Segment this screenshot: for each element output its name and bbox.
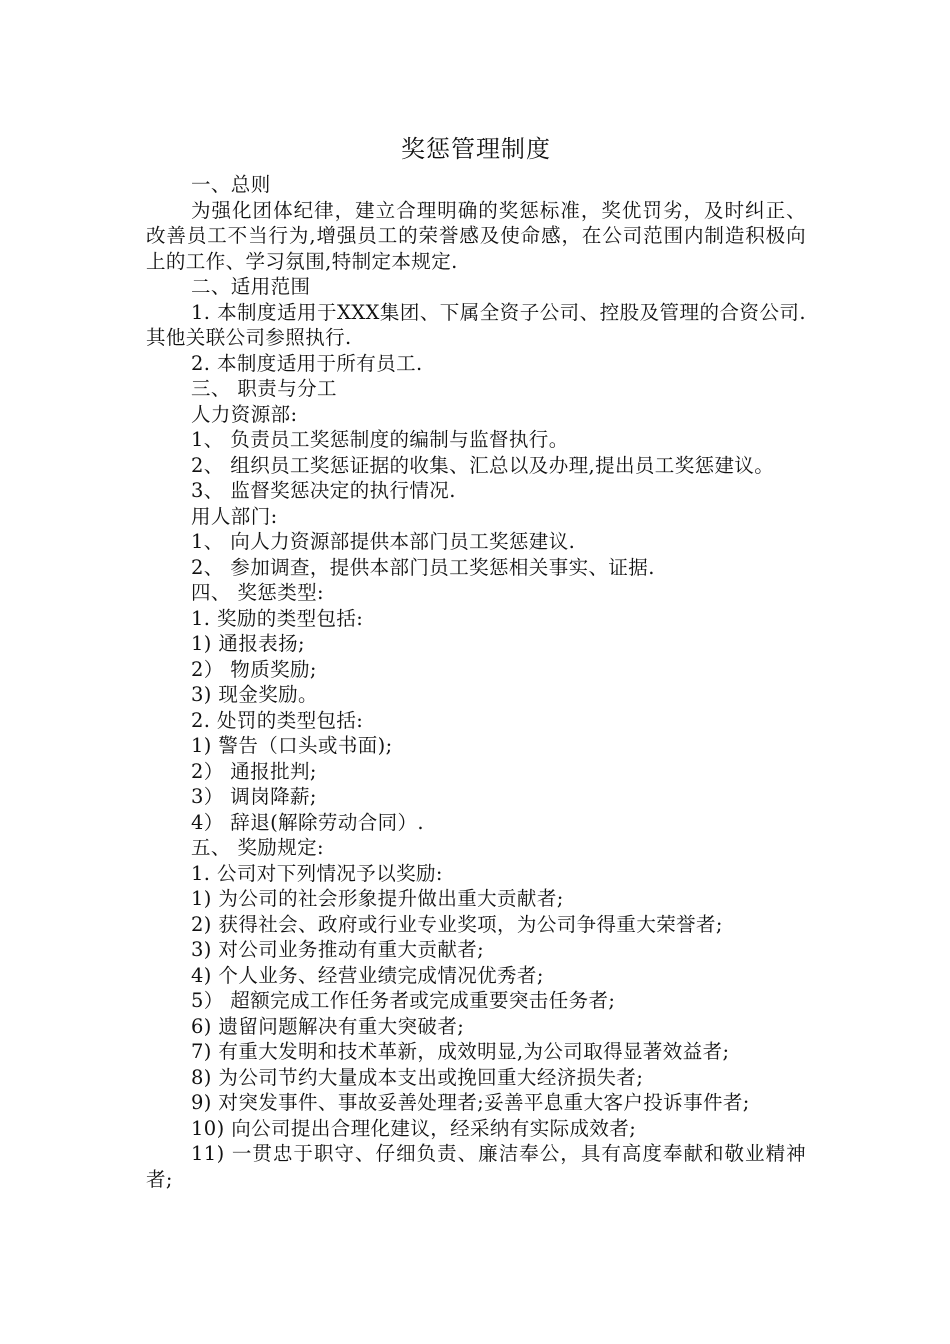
list-item: 10) 向公司提出合理化建议，经采纳有实际成效者;	[191, 1116, 637, 1140]
list-item: 2) 获得社会、政府或行业专业奖项，为公司争得重大荣誉者;	[191, 912, 723, 936]
list-item: 5） 超额完成工作任务者或完成重要突击任务者;	[191, 989, 616, 1012]
list-item: 2、 组织员工奖惩证据的收集、汇总以及办理,提出员工奖惩建议。	[191, 453, 775, 477]
paragraph: 为强化团体纪律，建立合理明确的奖惩标准，奖优罚劣，及时纠正、改善员工不当行为,增强员工的荣誉感及使命感，在公司范围内制造积极向上的工作、学习氛围,特制定本规定.	[146, 198, 806, 273]
list-item: 1) 为公司的社会形象提升做出重大贡献者;	[191, 887, 564, 910]
list-item: 2） 通报批判;	[191, 759, 317, 783]
subsection-heading: 用人部门:	[191, 504, 278, 528]
section-heading-types: 四、 奖惩类型:	[191, 581, 324, 604]
document-page	[146, 132, 806, 1192]
list-item: 3、 监督奖惩决定的执行情况.	[191, 479, 456, 502]
list-item: 2、 参加调查，提供本部门员工奖惩相关事实、证据.	[191, 555, 655, 579]
document-body	[146, 172, 806, 1192]
list-item: 4) 个人业务、经营业绩完成情况优秀者;	[191, 963, 544, 987]
list-item: 2. 本制度适用于所有员工.	[191, 351, 423, 375]
list-item: 1. 公司对下列情况予以奖励:	[191, 861, 443, 885]
section-heading-scope: 二、适用范围	[191, 275, 311, 298]
list-item: 6) 遗留问题解决有重大突破者;	[191, 1014, 465, 1038]
list-item: 3) 现金奖励。	[191, 683, 318, 706]
list-item: 1、 负责员工奖惩制度的编制与监督执行。	[191, 428, 569, 451]
document-title: 奖惩管理制度	[401, 135, 551, 163]
section-heading-rewards: 五、 奖励规定:	[191, 836, 324, 859]
list-item: 1、 向人力资源部提供本部门员工奖惩建议.	[191, 530, 576, 553]
list-item: 7) 有重大发明和技术革新，成效明显,为公司取得显著效益者;	[191, 1040, 730, 1063]
list-item: 9) 对突发事件、事故妥善处理者;妥善平息重大客户投诉事件者;	[191, 1091, 750, 1114]
list-item: 3） 调岗降薪;	[191, 785, 317, 808]
list-item: 3) 对公司业务推动有重大贡献者;	[191, 938, 485, 961]
list-item: 2. 处罚的类型包括:	[191, 708, 364, 732]
list-item: 4） 辞退(解除劳动合同）.	[191, 810, 425, 834]
section-heading-duties: 三、 职责与分工	[191, 377, 337, 400]
list-item: 1) 警告（口头或书面);	[191, 734, 393, 757]
section-heading-general: 一、总则	[191, 173, 271, 196]
list-item: 1. 奖励的类型包括:	[191, 606, 364, 630]
list-item: 8) 为公司节约大量成本支出或挽回重大经济损失者;	[191, 1065, 644, 1089]
list-item: 2） 物质奖励;	[191, 657, 317, 681]
list-item: 11) 一贯忠于职守、仔细负责、廉洁奉公，具有高度奉献和敬业精神者;	[146, 1142, 806, 1191]
list-item: 1. 本制度适用于XXX集团、下属全资子公司、控股及管理的合资公司.其他关联公司参照执行.	[146, 300, 806, 349]
list-item: 1) 通报表扬;	[191, 632, 305, 655]
subsection-heading: 人力资源部:	[191, 402, 298, 426]
